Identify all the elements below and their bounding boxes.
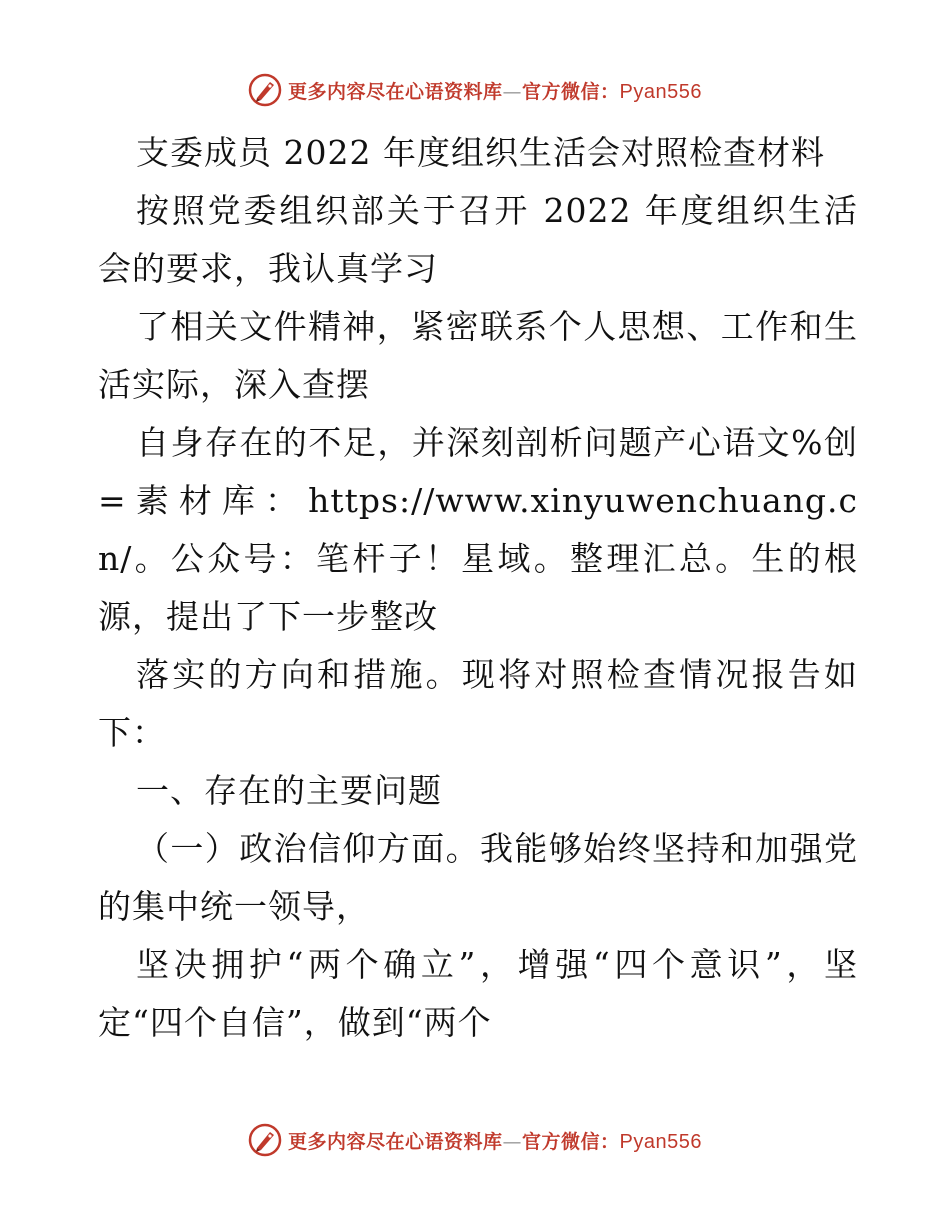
watermark-wechat-id: Pyan556 (619, 1130, 702, 1153)
header-watermark (0, 70, 950, 110)
watermark-text (288, 1127, 702, 1154)
paragraph: 落实的方向和措施。现将对照检查情况报告如下： (98, 655, 858, 752)
pen-nib-logo-icon (248, 1123, 282, 1157)
watermark-dash: — (502, 1130, 523, 1153)
paragraph: 自身存在的不足，并深刻剖析问题产心语文%创=素材库：https://www.xinyuwenchuang.cn/。公众号：笔杆子！星域。整理汇总。生的根源，提出了下一步整改 (98, 423, 858, 636)
watermark-wechat-label: 官方微信： (522, 80, 620, 103)
footer-watermark (0, 1120, 950, 1160)
paragraph: 坚决拥护“两个确立”，增强“四个意识”，坚定“四个自信”，做到“两个 (98, 945, 858, 1042)
watermark-dash: — (502, 80, 523, 103)
section-heading: 一、存在的主要问题 (136, 771, 442, 810)
watermark-brand: 更多内容尽在心语资料库 (288, 1130, 503, 1153)
paragraph: （一）政治信仰方面。我能够始终坚持和加强党的集中统一领导， (98, 829, 858, 926)
paragraph: 按照党委组织部关于召开 2022 年度组织生活会的要求，我认真学习 (98, 191, 858, 288)
document-title: 支委成员 2022 年度组织生活会对照检查材料 (136, 133, 825, 172)
document-body (98, 124, 858, 1052)
watermark-text (288, 77, 702, 104)
pen-nib-logo-icon (248, 73, 282, 107)
watermark-brand: 更多内容尽在心语资料库 (288, 80, 503, 103)
watermark-wechat-label: 官方微信： (522, 1130, 620, 1153)
paragraph: 了相关文件精神，紧密联系个人思想、工作和生活实际，深入查摆 (98, 307, 858, 404)
watermark-wechat-id: Pyan556 (619, 80, 702, 103)
